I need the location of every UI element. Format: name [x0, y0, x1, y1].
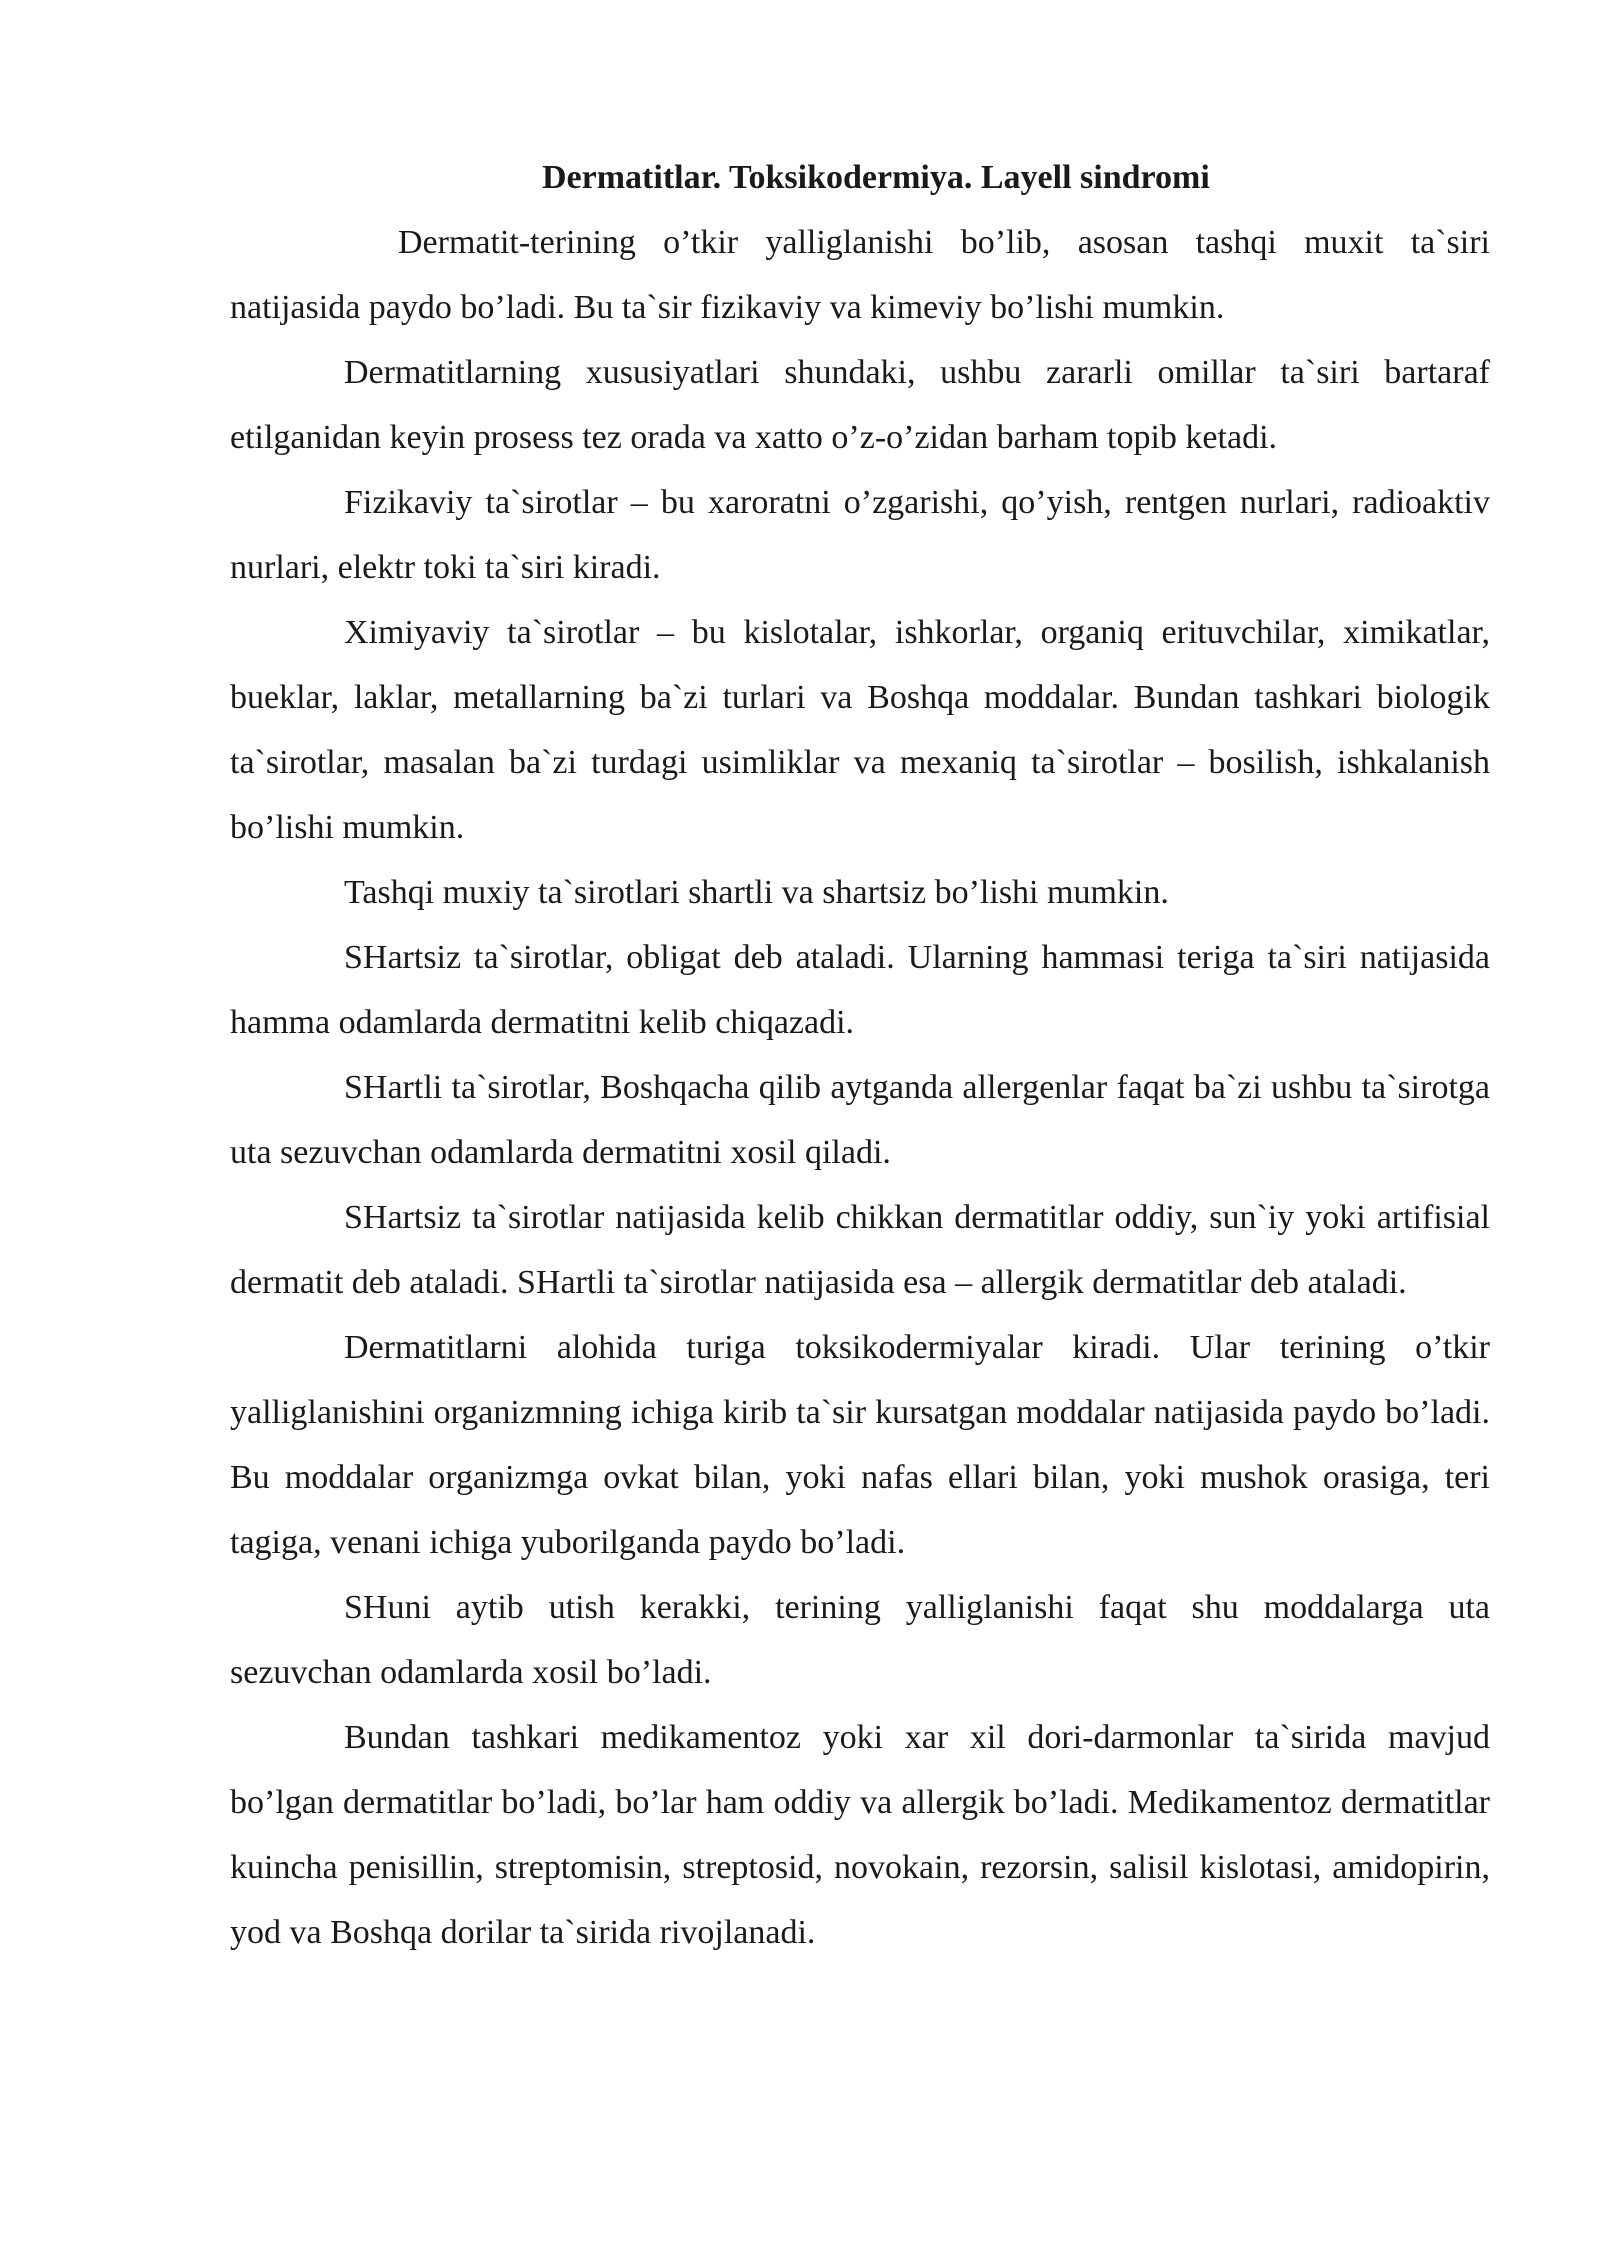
paragraph-11: Bundan tashkari medikamentoz yoki xar xil dori-darmonlar ta`sirida mavjud bo’lgan dermatitlar bo’ladi, bo’lar ham oddiy va allergik bo’ladi. Medikamentoz dermatitlar kuincha penisillin, streptomisin, streptosid, novokain, rezorsin, salisil kislotasi, amidopirin, yod va Boshqa dorilar ta`sirida rivojlanadi. — [230, 1719, 1490, 1951]
paragraph-8: SHartsiz ta`sirotlar natijasida kelib chikkan dermatitlar oddiy, sun`iy yoki artifisial dermatit deb ataladi. SHartli ta`sirotlar natijasida esa – allergik dermatitlar deb ataladi. — [230, 1199, 1490, 1301]
paragraph-4: Ximiyaviy ta`sirotlar – bu kislotalar, ishkorlar, organiq erituvchilar, ximikatlar, bueklar, laklar, metallarning ba`zi turlari va Boshqa moddalar. Bundan tashkari biologik ta`sirotlar, masalan ba`zi turdagi usimliklar va mexaniq ta`sirotlar – bosilish, ishkalanish bo’lishi mumkin. — [230, 614, 1490, 846]
paragraph-5: Tashqi muxiy ta`sirotlari shartli va shartsiz bo’lishi mumkin. — [344, 874, 1169, 911]
paragraph-2: Dermatitlarning xususiyatlari shundaki, ushbu zararli omillar ta`siri bartaraf etilganidan keyin prosess tez orada va xatto o’z-o’zidan barham topib ketadi. — [230, 354, 1490, 456]
paragraph-6: SHartsiz ta`sirotlar, obligat deb ataladi. Ularning hammasi teriga ta`siri natijasida hamma odamlarda dermatitni kelib chiqazadi. — [230, 939, 1490, 1041]
paragraph-9: Dermatitlarni alohida turiga toksikodermiyalar kiradi. Ular terining o’tkir yalliglanishini organizmning ichiga kirib ta`sir kursatgan moddalar natijasida paydo bo’ladi. Bu moddalar organizmga ovkat bilan, yoki nafas ellari bilan, yoki mushok orasiga, teri tagiga, venani ichiga yuborilganda paydo bo’ladi. — [230, 1329, 1490, 1561]
paragraph-10: SHuni aytib utish kerakki, terining yalliglanishi faqat shu moddalarga uta sezuvchan odamlarda xosil bo’ladi. — [230, 1589, 1490, 1691]
paragraph-3: Fizikaviy ta`sirotlar – bu xaroratni o’zgarishi, qo’yish, rentgen nurlari, radioaktiv nurlari, elektr toki ta`siri kiradi. — [230, 484, 1490, 586]
paragraph-7: SHartli ta`sirotlar, Boshqacha qilib aytganda allergenlar faqat ba`zi ushbu ta`sirotga uta sezuvchan odamlarda dermatitni xosil qiladi. — [230, 1069, 1490, 1171]
document-title: Dermatitlar. Toksikodermiya. Layell sindromi — [542, 159, 1210, 196]
document-page — [230, 148, 1490, 1965]
paragraph-1: Dermatit-terining o’tkir yalliglanishi bo’lib, asosan tashqi muxit ta`siri natijasida paydo bo’ladi. Bu ta`sir fizikaviy va kimeviy bo’lishi mumkin. — [230, 224, 1490, 326]
